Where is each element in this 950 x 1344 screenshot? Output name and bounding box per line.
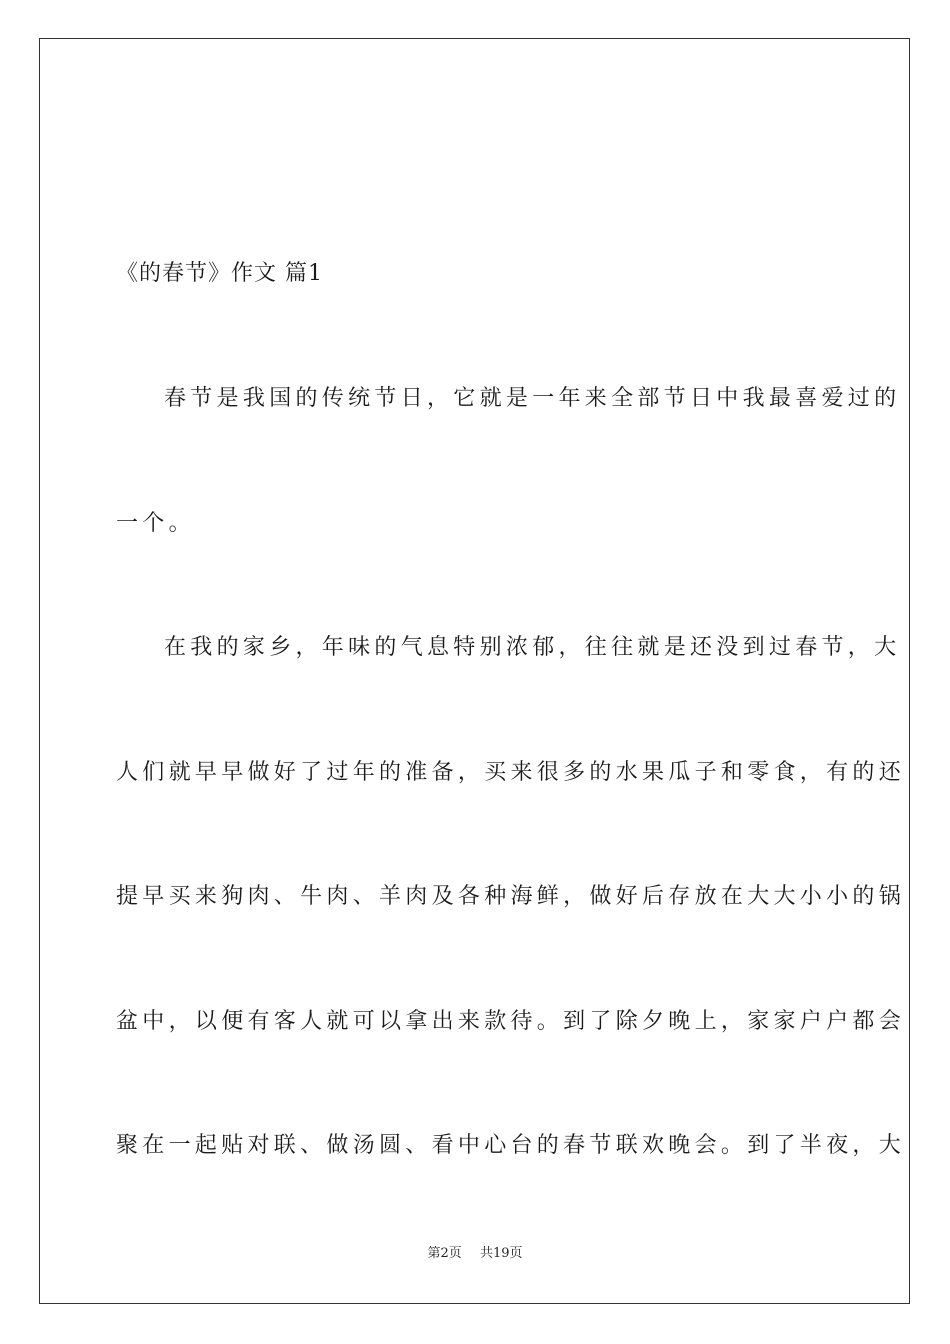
page-footer (0, 1245, 950, 1263)
document-title: 《的春节》作文 篇1 (116, 261, 323, 286)
paragraph-line: 聚在一起贴对联、做汤圆、看中心台的春节联欢晚会。到了半夜，大 (116, 1133, 906, 1158)
paragraph-line: 在我的家乡，年味的气息特别浓郁，往往就是还没到过春节，大 (164, 635, 901, 660)
page-border (39, 38, 910, 1304)
page-number: 第2页 (427, 1246, 462, 1261)
page-total: 共19页 (479, 1246, 523, 1261)
paragraph-line: 提早买来狗肉、牛肉、羊肉及各种海鲜，做好后存放在大大小小的锅 (116, 884, 906, 909)
paragraph-line: 一个。 (116, 511, 195, 536)
paragraph-line: 春节是我国的传统节日，它就是一年来全部节日中我最喜爱过的 (164, 386, 901, 411)
paragraph-line: 人们就早早做好了过年的准备，买来很多的水果瓜子和零食，有的还 (116, 760, 906, 785)
paragraph-line: 盆中，以便有客人就可以拿出来款待。到了除夕晚上，家家户户都会 (116, 1009, 906, 1034)
